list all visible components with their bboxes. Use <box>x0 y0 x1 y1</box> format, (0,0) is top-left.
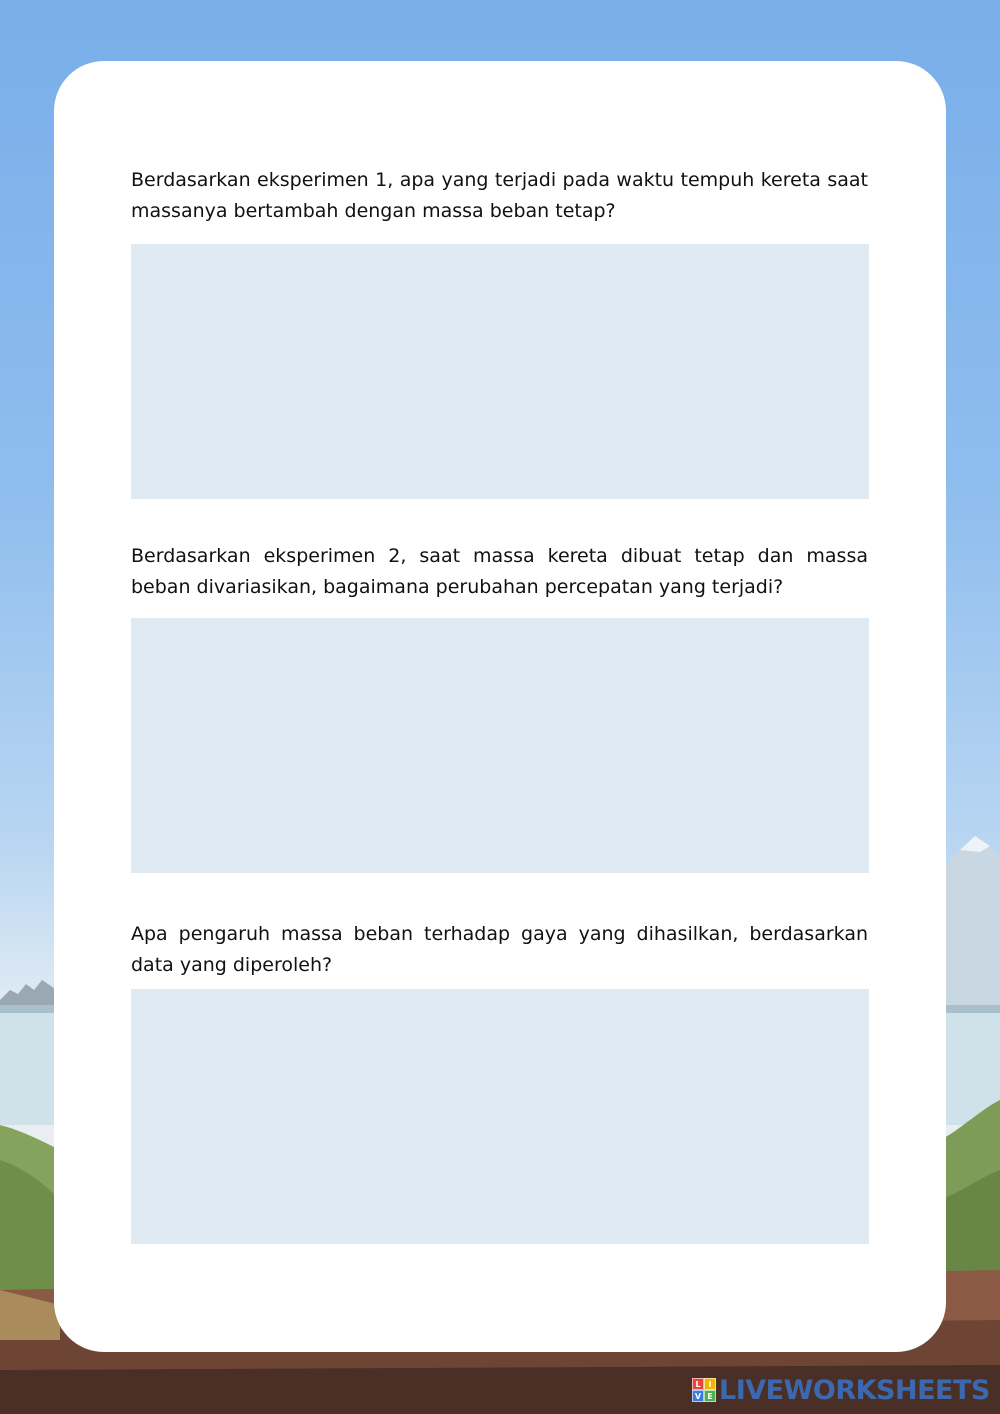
answer-1-input[interactable] <box>131 244 869 499</box>
logo-letter-e: E <box>704 1390 716 1402</box>
answer-2-input[interactable] <box>131 618 869 873</box>
liveworksheets-brand <box>692 1376 990 1404</box>
liveworksheets-logo-icon <box>692 1378 716 1402</box>
question-2-text: Berdasarkan eksperimen 2, saat massa kereta dibuat tetap dan massa beban divariasikan, bagaimana perubahan percepatan yang terjadi? <box>131 545 868 598</box>
worksheet-card <box>54 61 946 1352</box>
logo-letter-i: I <box>704 1378 716 1390</box>
answer-3-input[interactable] <box>131 989 869 1244</box>
brand-name: LIVEWORKSHEETS <box>719 1374 990 1406</box>
question-3-text: Apa pengaruh massa beban terhadap gaya yang dihasilkan, berdasarkan data yang diperoleh? <box>131 923 868 976</box>
question-1-text: Berdasarkan eksperimen 1, apa yang terjadi pada waktu tempuh kereta saat massanya bertambah dengan massa beban tetap? <box>131 169 868 222</box>
logo-letter-l: L <box>692 1378 704 1390</box>
logo-letter-v: V <box>692 1390 704 1402</box>
